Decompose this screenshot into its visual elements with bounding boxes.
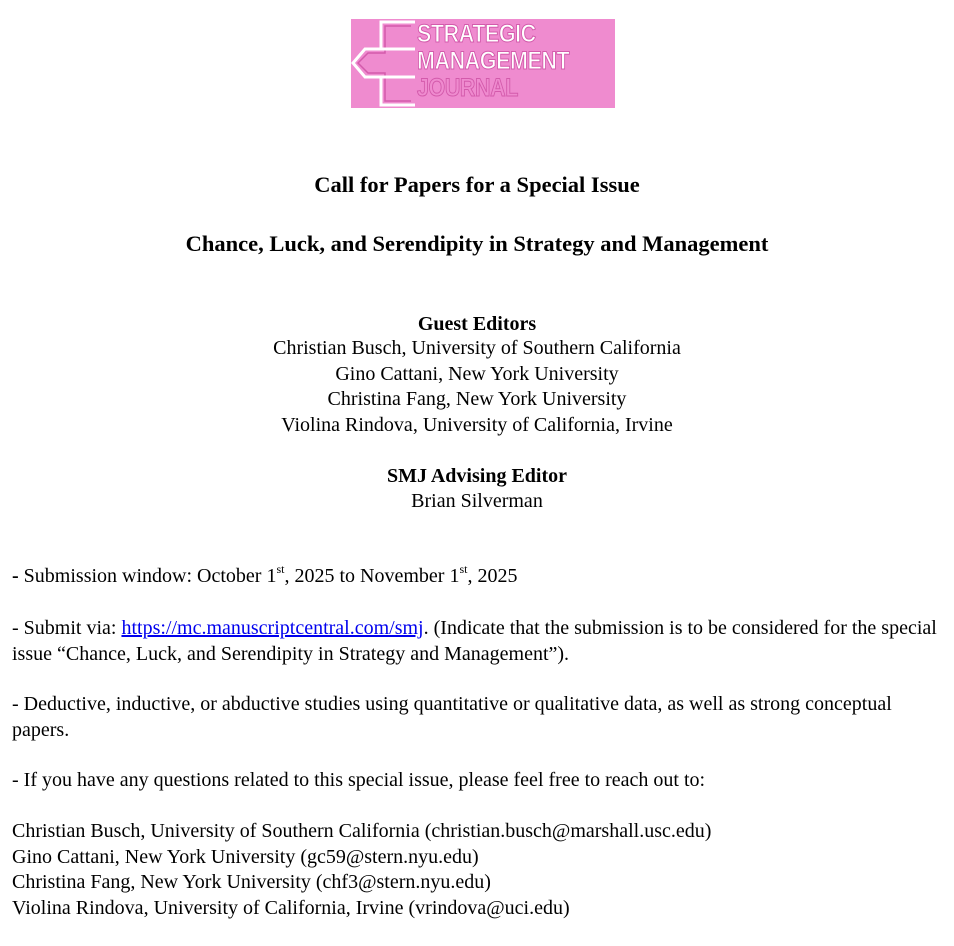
contact-entry: Gino Cattani, New York University (gc59@stern.nyu.edu) (12, 845, 479, 868)
logo-line-journal: JOURNAL (417, 74, 518, 102)
manuscript-central-link[interactable]: https://mc.manuscriptcentral.com/smj (121, 617, 424, 639)
contact-entry: Christian Busch, University of Southern California (christian.busch@marshall.usc.edu) (12, 820, 712, 842)
questions-note: - If you have any questions related to this special issue, please feel free to reach out to: (12, 769, 706, 791)
submission-window: - Submission window: October 1st, 2025 to November 1st, 2025 (12, 562, 518, 587)
journal-logo (351, 19, 615, 108)
contact-entry: Violina Rindova, University of California, Irvine (vrindova@uci.edu) (12, 896, 570, 919)
guest-editor: Christian Busch, University of Southern California (273, 337, 681, 359)
logo-line-strategic: STRATEGIC (417, 20, 536, 48)
logo-line-management: MANAGEMENT (417, 47, 570, 75)
guest-editors-list (0, 336, 954, 438)
submit-via: - Submit via: https://mc.manuscriptcentral.com/smj. (Indicate that the submission is to be considered for the special issue “Chance, Luck, and Serendipity in Strategy and Management”). (12, 617, 937, 665)
guest-editors-heading: Guest Editors (417, 313, 537, 335)
special-issue-title: Chance, Luck, and Serendipity in Strategy and Management (185, 231, 769, 256)
guest-editor: Violina Rindova, University of California, Irvine (281, 413, 673, 436)
contact-entry: Christina Fang, New York University (chf3@stern.nyu.edu) (12, 871, 491, 893)
guest-editor: Gino Cattani, New York University (335, 362, 619, 385)
guest-editor: Christina Fang, New York University (327, 388, 627, 410)
advising-editor-heading: SMJ Advising Editor (386, 465, 568, 487)
page-title: Call for Papers for a Special Issue (314, 172, 640, 197)
contact-list (12, 819, 942, 921)
advising-editor-name: Brian Silverman (411, 490, 543, 512)
study-types: - Deductive, inductive, or abductive studies using quantitative or qualitative data, as well as strong conceptual papers. (12, 693, 892, 741)
bullet-dash: - (12, 565, 19, 587)
